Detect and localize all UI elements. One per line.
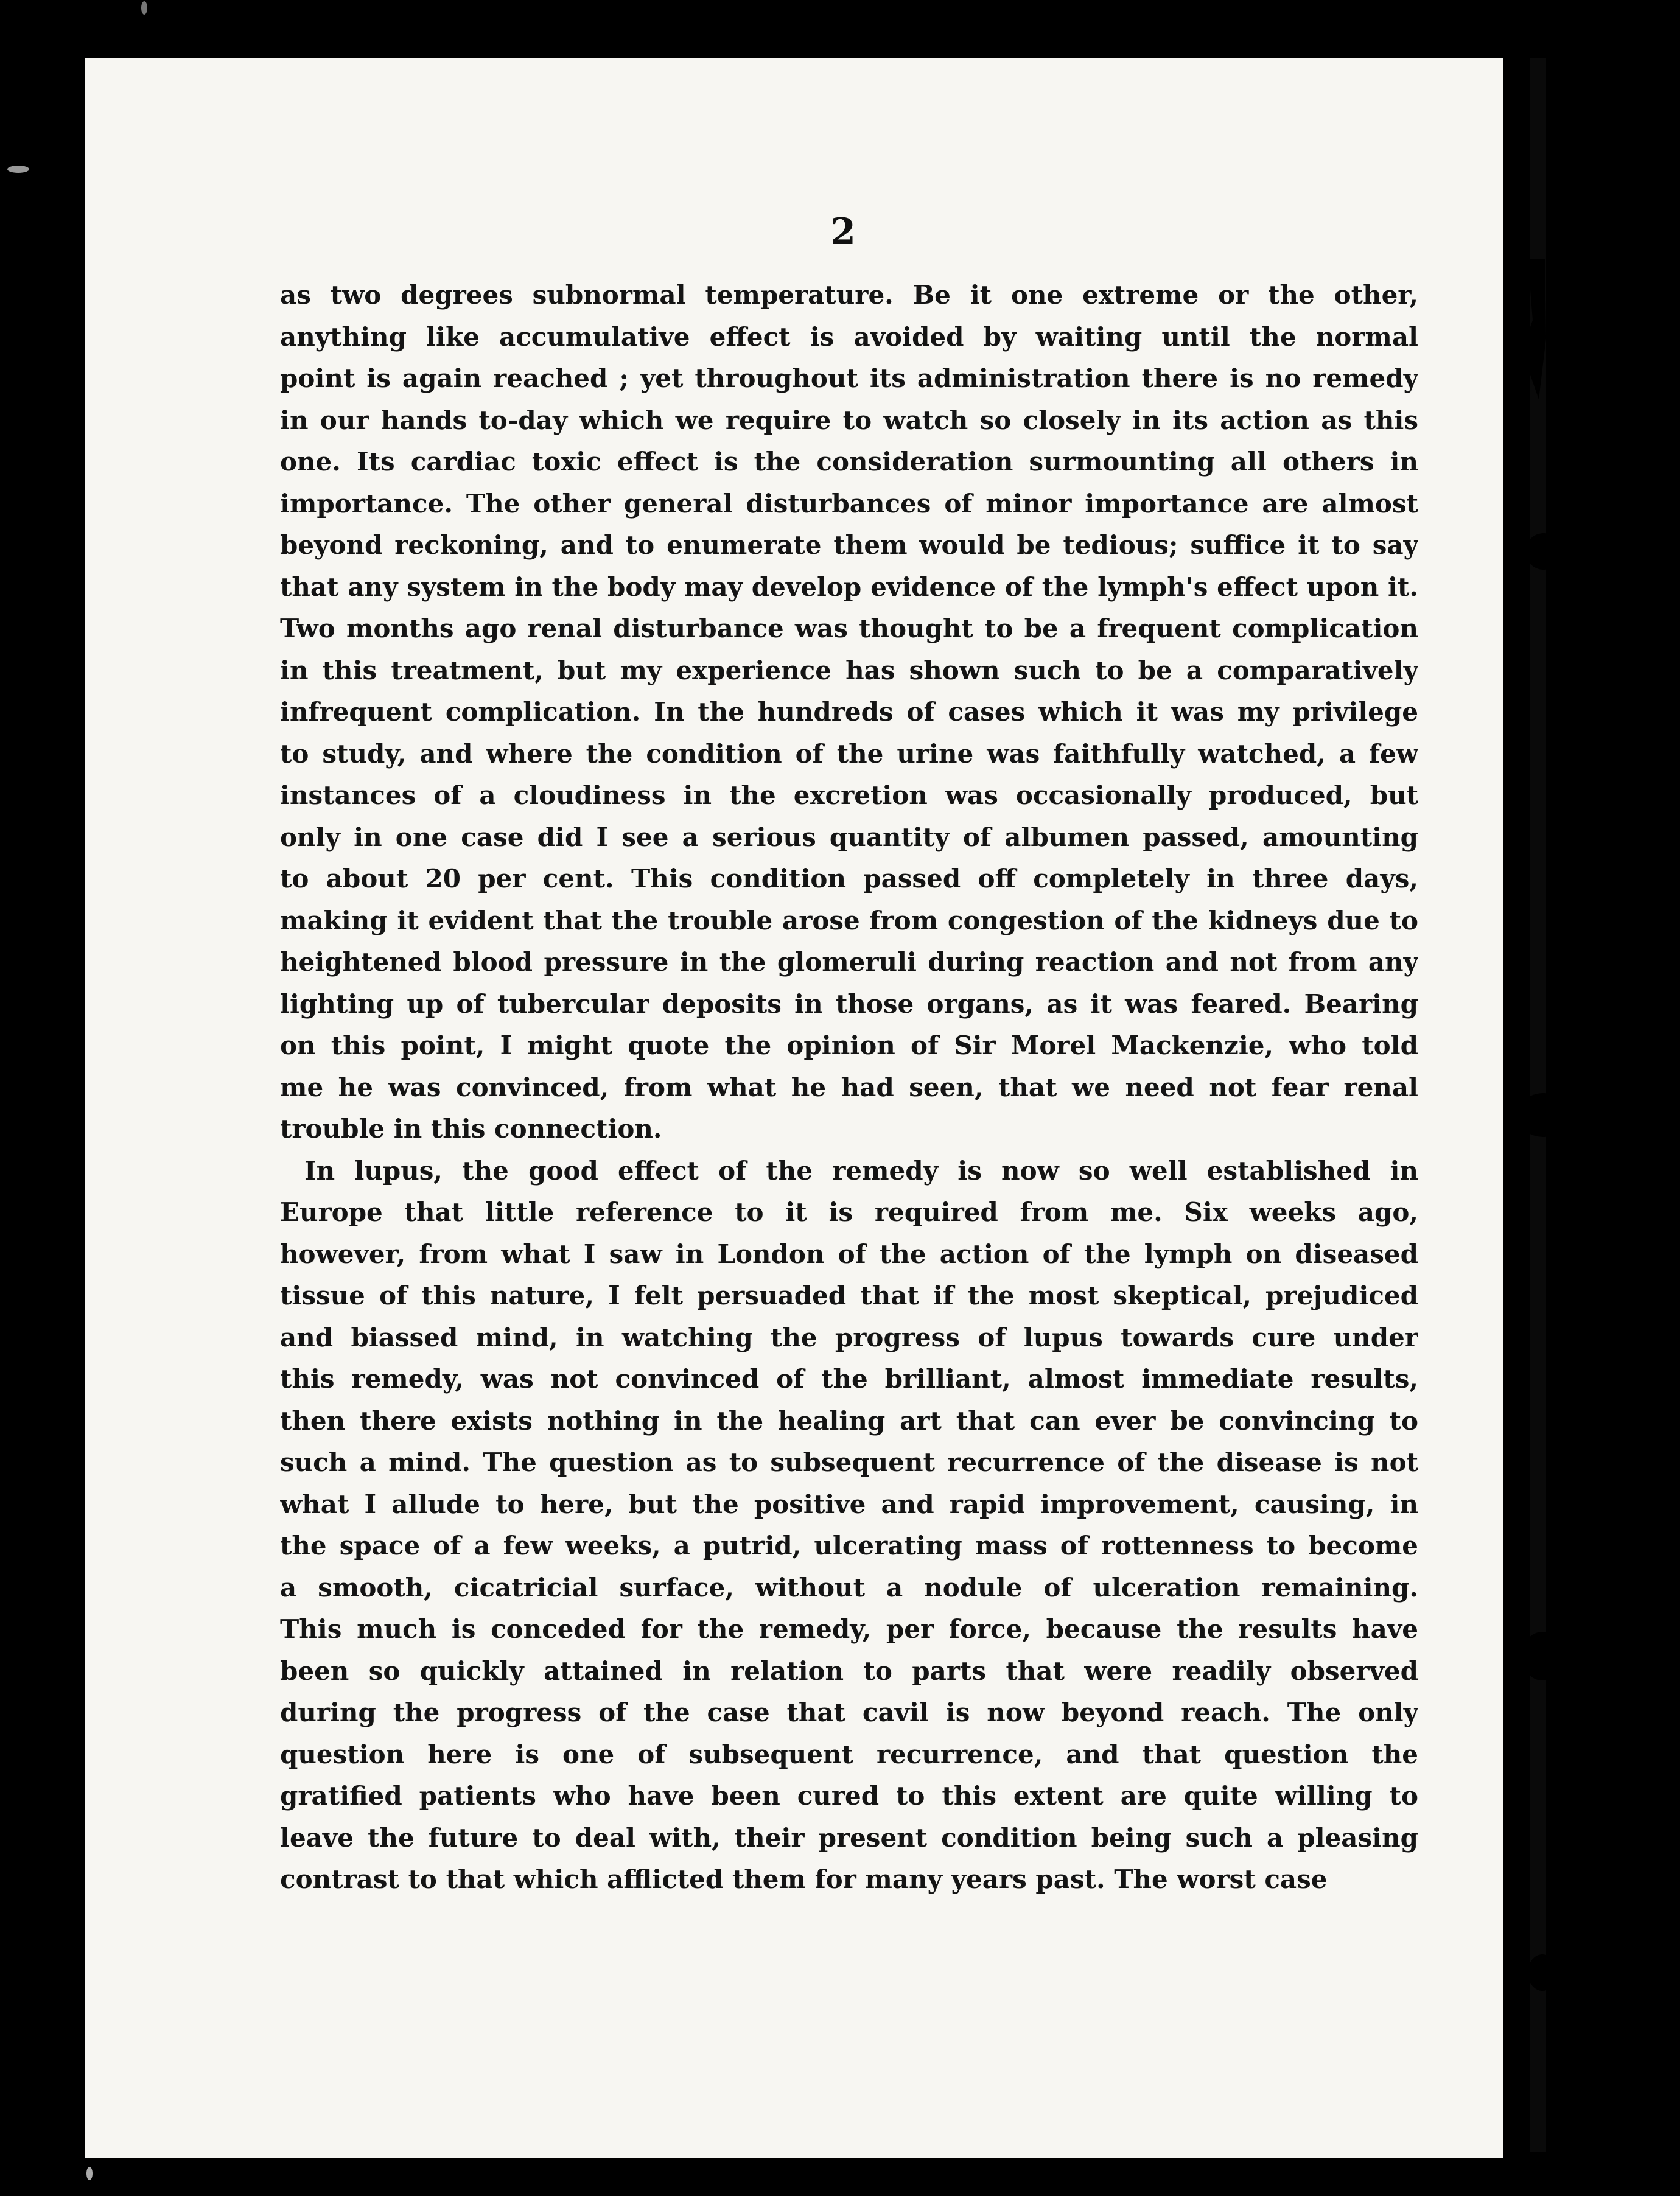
text-line: only in one case did I see a serious quantity of albumen passed, amounting xyxy=(280,822,1418,852)
text-line: a smooth, cicatricial surface, without a nodule of ulceration remaining. xyxy=(280,1572,1418,1603)
text-line: and biassed mind, in watching the progress of lupus towards cure under xyxy=(280,1322,1418,1352)
text-line: contrast to that which afflicted them for many years past. The worst case xyxy=(280,1864,1328,1894)
text-line: as two degrees subnormal temperature. Be it one extreme or the other, xyxy=(280,280,1418,310)
paragraph xyxy=(280,1150,1418,1901)
text-line: instances of a cloudiness in the excretion was occasionally produced, but xyxy=(280,780,1418,810)
text-line: tissue of this nature, I felt persuaded that if the most skeptical, prejudiced xyxy=(280,1281,1418,1310)
text-line: question here is one of subsequent recurrence, and that question the xyxy=(280,1739,1418,1769)
text-line: this remedy, was not convinced of the brilliant, almost immediate results, xyxy=(280,1364,1418,1394)
text-line: making it evident that the trouble arose from congestion of the kidneys due to xyxy=(280,905,1418,935)
text-line: been so quickly attained in relation to parts that were readily observed xyxy=(280,1656,1418,1686)
text-line: lighting up of tubercular deposits in those organs, as it was feared. Bearing xyxy=(280,988,1418,1019)
text-line: trouble in this connection. xyxy=(280,1114,662,1144)
text-line: what I allude to here, but the positive and rapid improvement, causing, in xyxy=(280,1489,1418,1519)
binding-stitches xyxy=(1503,58,1595,2152)
text-line: such a mind. The question as to subsequent recurrence of the disease is not xyxy=(280,1447,1418,1477)
text-line: infrequent complication. In the hundreds of cases which it was my privilege xyxy=(280,697,1418,727)
body-text xyxy=(280,274,1418,1901)
text-line: however, from what I saw in London of the action of the lymph on diseased xyxy=(280,1239,1418,1269)
text-line: gratified patients who have been cured to this extent are quite willing to xyxy=(280,1781,1418,1811)
text-line: then there exists nothing in the healing art that can ever be convincing to xyxy=(280,1405,1418,1436)
text-line: that any system in the body may develop evidence of the lymph's effect upon it. xyxy=(280,572,1418,602)
text-line: beyond reckoning, and to enumerate them would be tedious; suffice it to say xyxy=(280,530,1418,560)
text-line: importance. The other general disturbances of minor importance are almost xyxy=(280,488,1418,519)
text-line: in this treatment, but my experience has shown such to be a comparatively xyxy=(280,655,1418,685)
text-line: the space of a few weeks, a putrid, ulcerating mass of rottenness to become xyxy=(280,1531,1418,1561)
text-line: This much is conceded for the remedy, per force, because the results have xyxy=(280,1614,1418,1644)
text-line: anything like accumulative effect is avoided by waiting until the normal xyxy=(280,321,1418,352)
paragraph xyxy=(280,274,1418,1150)
text-line: to study, and where the condition of the urine was faithfully watched, a few xyxy=(280,738,1418,769)
text-line: leave the future to deal with, their present condition being such a pleasing xyxy=(280,1822,1418,1853)
text-line: point is again reached ; yet throughout its administration there is no remedy xyxy=(280,363,1418,393)
text-line: on this point, I might quote the opinion of Sir Morel Mackenzie, who told xyxy=(280,1030,1418,1060)
text-line: to about 20 per cent. This condition passed off completely in three days, xyxy=(280,864,1418,893)
text-line: Europe that little reference to it is required from me. Six weeks ago, xyxy=(280,1197,1418,1227)
text-line: in our hands to-day which we require to watch so closely in its action as this xyxy=(280,405,1418,435)
text-line: one. Its cardiac toxic effect is the consideration surmounting all others in xyxy=(280,447,1418,477)
page-number: 2 xyxy=(830,211,856,253)
text-line: heightened blood pressure in the glomeruli during reaction and not from any xyxy=(280,947,1418,977)
page-sheet xyxy=(85,58,1503,2158)
text-line: In lupus, the good effect of the remedy is now so well established in xyxy=(304,1155,1418,1186)
text-line: Two months ago renal disturbance was thought to be a frequent complication xyxy=(280,614,1418,643)
text-line: during the progress of the case that cavil is now beyond reach. The only xyxy=(280,1698,1418,1727)
text-line: me he was convinced, from what he had seen, that we need not fear renal xyxy=(280,1072,1418,1102)
